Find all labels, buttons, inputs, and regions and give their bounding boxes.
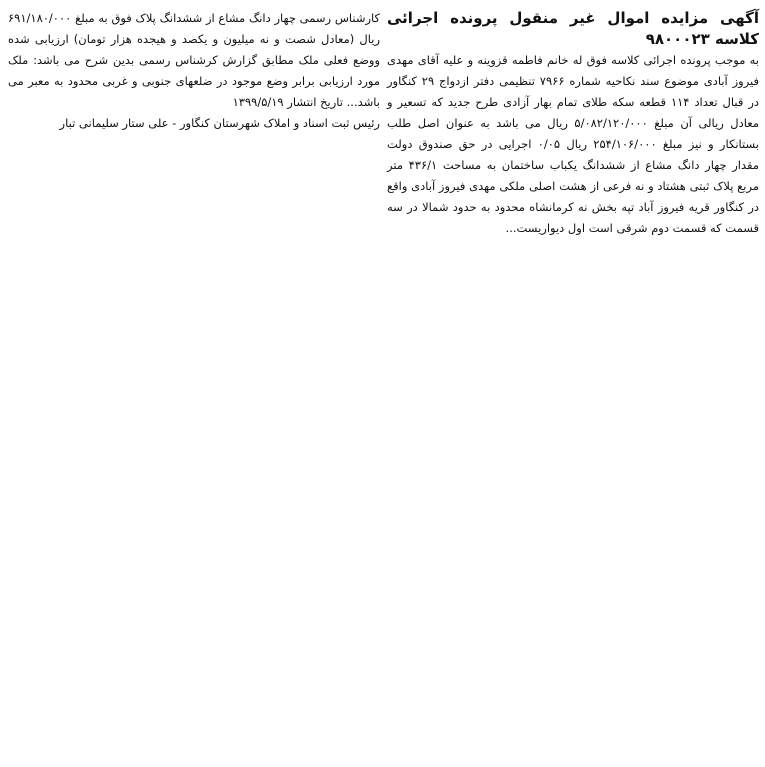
left-column [8, 8, 380, 758]
signature: رئیس ثبت اسناد و املاک شهرستان کنگاور - علی ستار سلیمانی تبار [59, 116, 380, 130]
notice-body-right: به موجب پرونده اجرائی کلاسه فوق له خانم فاطمه قزوینه و علیه آقای مهدی فیروز آبادی موضوع سند نکاحیه شماره ۷۹۶۶ تنظیمی دفتر ازدواج ۲۹ کنگاور در قبال تعداد ۱۱۴ قطعه سکه طلای تمام بهار آزادی طرح جدید که تسعیر و معادل ریالی آن مبلغ ۵/۰۸۲/۱۲۰/۰۰۰ ریال می باشد به عنوان اصل طلب بستانکار و نیز مبلغ ۲۵۴/۱۰۶/۰۰۰ ریال ۰/۰۵ اجرایی در حق صندوق دولت مقدار چهار دانگ مشاع از ششدانگ یکباب ساختمان به مساحت ۴۳۶/۱ متر مربع پلاک ثبتی هشتاد و نه فرعی از هشت اصلی ملکی مهدی فیروز آبادی واقع در کنگاور قریه فیروز آباد تپه بخش نه کرمانشاه محدود به حدود شمالا در سه قسمت که قسمت دوم شرقی است اول دیواریست... [387, 53, 760, 235]
notice-title: آگهی مزایده اموال غیر منقول پرونده اجرائی کلاسه ۹۸۰۰۰۲۳ [387, 9, 759, 48]
notice-body-left: کارشناس رسمی چهار دانگ مشاع از ششدانگ پلاک فوق به مبلغ ۶۹۱/۱۸۰/۰۰۰ ریال (معادل شصت و نه میلیون و یکصد و هیجده هزار تومان) ارزیابی شده ووضع فعلی ملک مطابق گزارش کرشناس رسمی بدین شرح می باشد: ملک مورد ارزیابی برابر وضع موجود در ضلعهای جنوبی و غربی محدود به معبر می باشد... تاریخ انتشار ۱۳۹۹/۵/۱۹ [8, 11, 380, 109]
right-column [387, 8, 759, 758]
